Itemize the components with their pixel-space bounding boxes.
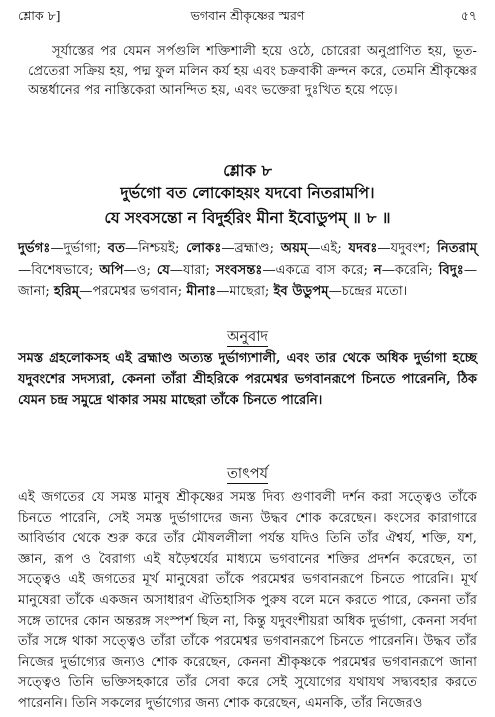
page-number: ৫৭	[460, 8, 477, 23]
translation-title-text: অনুবাদ	[226, 329, 269, 345]
synonym-meaning: ব্রহ্মাণ্ড	[234, 241, 270, 256]
verse-line-1: দুর্ভগো বত লোকোহয়ং যদবো নিতরামপি।	[120, 183, 375, 202]
synonym-term: ন	[373, 262, 382, 278]
synonym-term: বত	[107, 241, 126, 256]
synonym-term: ইব উডুপম্	[273, 284, 329, 299]
synonym-meaning: বিশেষভাবে	[31, 262, 89, 278]
synonym-entry: মীনাঃ—মাছেরা;	[186, 284, 274, 299]
verse-heading: শ্লোক ৮	[223, 161, 272, 180]
synonym-meaning: নিশ্চয়ই	[138, 241, 175, 256]
synonym-term: অয়ম্	[280, 241, 308, 256]
word-for-word-synonyms	[18, 238, 477, 303]
synonym-entry: ন—করেনি;	[373, 262, 439, 278]
running-header-left: শ্লোক ৮]	[18, 8, 61, 23]
synonym-term: লোকঃ	[186, 241, 222, 256]
synonym-meaning: করেনি	[394, 262, 429, 278]
verse-line-2: যে সংবসন্তো ন বিদুর্হরিং মীনা ইবোডুপম্ ॥ ৮ ॥	[104, 208, 391, 227]
translation-text: সমস্ত গ্রহলোকসহ এই ব্রহ্মাণ্ড অত্যন্ত দুর্ভাগ্যশালী, এবং তার থেকে অধিক দুর্ভাগা হচ্ছে যদুবংশের সদস্যরা, কেননা তাঁরা শ্রীহরিকে পরমেশ্বর ভগবানরূপে চিনতে পারেননি, ঠিক যেমন চন্দ্র সমুদ্রে থাকার সময় মাছেরা তাঁকে চিনতে পারেনি।	[18, 351, 477, 408]
synonym-entry: হরিম্—পরমেশ্বর ভগবান;	[53, 284, 187, 299]
synonym-meaning: একত্রে বাস করে	[275, 262, 364, 278]
synonym-meaning: যদুবংশ	[390, 241, 426, 256]
synonym-entry: যদবঃ—যদুবংশ;	[348, 241, 438, 256]
synonym-term: হরিম্	[53, 284, 80, 299]
synonym-term: সংবসন্তঃ	[215, 262, 263, 278]
synonym-term: মীনাঃ	[186, 284, 217, 299]
synonym-meaning: জানা	[18, 284, 46, 299]
synonym-entry: অপি—ও;	[99, 262, 157, 278]
synonym-entry: বত—নিশ্চয়ই;	[107, 241, 187, 256]
synonym-meaning: পরমেশ্বর ভগবান	[92, 284, 178, 299]
synonym-meaning: যারা	[182, 262, 206, 278]
synonym-term: বিদুঃ	[438, 262, 464, 278]
synonym-entry: দুর্ভগঃ—দুর্ভাগা;	[18, 241, 108, 256]
synonym-term: নিতরাম্	[437, 241, 478, 256]
synonym-term: যে	[156, 262, 170, 278]
synonym-meaning: এই	[320, 241, 338, 256]
synonym-entry: ইব উডুপম্—চন্দ্রের মতো।	[273, 284, 408, 299]
synonym-entry: সংবসন্তঃ—একত্রে বাস করে;	[215, 262, 374, 278]
synonym-entry: লোকঃ—ব্রহ্মাণ্ড;	[186, 241, 281, 256]
synonym-meaning: দুর্ভাগা	[63, 241, 97, 256]
synonym-term: যদবঃ	[348, 241, 378, 256]
synonym-meaning: চন্দ্রের মতো।	[341, 284, 408, 299]
intro-paragraph: সূর্যাস্তের পর যেমন সর্পগুলি শক্তিশালী হয়ে ওঠে, চোরেরা অনুপ্রাণিত হয়, ভূত-প্রেতেরা সক্রিয় হয়, পদ্ম ফুল মলিন কর্য হয় এবং চক্রবাকী ক্রন্দন করে, তেমনি শ্রীকৃষ্ণের অন্তর্ধানের পর নাস্তিকেরা আনন্দিত হয়, এবং ভক্তেরা দুঃখিত হয়ে পড়ে।	[28, 44, 477, 98]
synonym-entry: বিদুঃ—জানা;	[18, 262, 478, 299]
translation-title	[18, 326, 477, 350]
synonym-meaning: মাছেরা	[229, 284, 265, 299]
synonym-meaning: ও	[136, 262, 147, 278]
synonym-entry: যে—যারা;	[156, 262, 216, 278]
synonym-entry: অয়ম্—এই;	[280, 241, 349, 256]
purport-title-text: তাৎপর্য	[226, 466, 269, 482]
synonym-entry: নিতরাম্—বিশেষভাবে;	[18, 241, 478, 278]
synonym-term: অপি	[99, 262, 124, 278]
synonym-term: দুর্ভগঃ	[18, 241, 51, 256]
purport-text: এই জগতের যে সমস্ত মানুষ শ্রীকৃষ্ণের সমস্ত দিব্য গুণাবলী দর্শন করা সত্ত্বেও তাঁকে চিনতে পারেনি, সেই সমস্ত দুর্ভাগাদের জন্য উদ্ধব শোক করেছেন। কংসের কারাগারে আবির্ভাব থেকে শুরু করে তাঁর মৌষললীলা পর্যন্ত যদিও তিনি তাঁর ঐশ্বর্য, শক্তি, যশ, জ্ঞান, রূপ ও বৈরাগ্য এই ষড়ৈশ্বর্যের মাধ্যমে ভগবানের শক্তির প্রদর্শন করেছেন, তা সত্ত্বেও এই জগতের মূর্খ মানুষেরা তাঁকে পরমেশ্বর ভগবানরূপে চিনতে পারেনি। মূর্খ মানুষেরা তাঁকে একজন অসাধারণ ঐতিহাসিক পুরুষ বলে মনে করতে পারে, কেননা তাঁর সঙ্গে তাদের কোন অন্তরঙ্গ সংস্পর্শ ছিল না, কিন্তু যদুবংশীয়রা অধিক দুর্ভাগা, কেননা সর্বদা তাঁর সঙ্গে থাকা সত্ত্বেও তাঁরা তাঁকে পরমেশ্বর ভগবানরূপে চিনতে পারেননি। উদ্ধব তাঁর নিজের দুর্ভাগ্যের জন্যও শোক করেছেন, কেননা শ্রীকৃষ্ণকে পরমেশ্বর ভগবানরূপে জানা সত্ত্বেও তিনি ভক্তিসহকারে তাঁর সেবা করে সেই সুযোগের যথাযথ সদ্ব্যবহার করতে পারেননি। তিনি সকলের দুর্ভাগ্যের জন্য শোক করেছেন, এমনকি, তাঁর নিজেরও	[18, 490, 477, 711]
purport-title	[18, 463, 477, 487]
running-header-title: ভগবান শ্রীকৃষ্ণের স্মরণ	[190, 8, 305, 23]
page-header	[18, 8, 477, 26]
